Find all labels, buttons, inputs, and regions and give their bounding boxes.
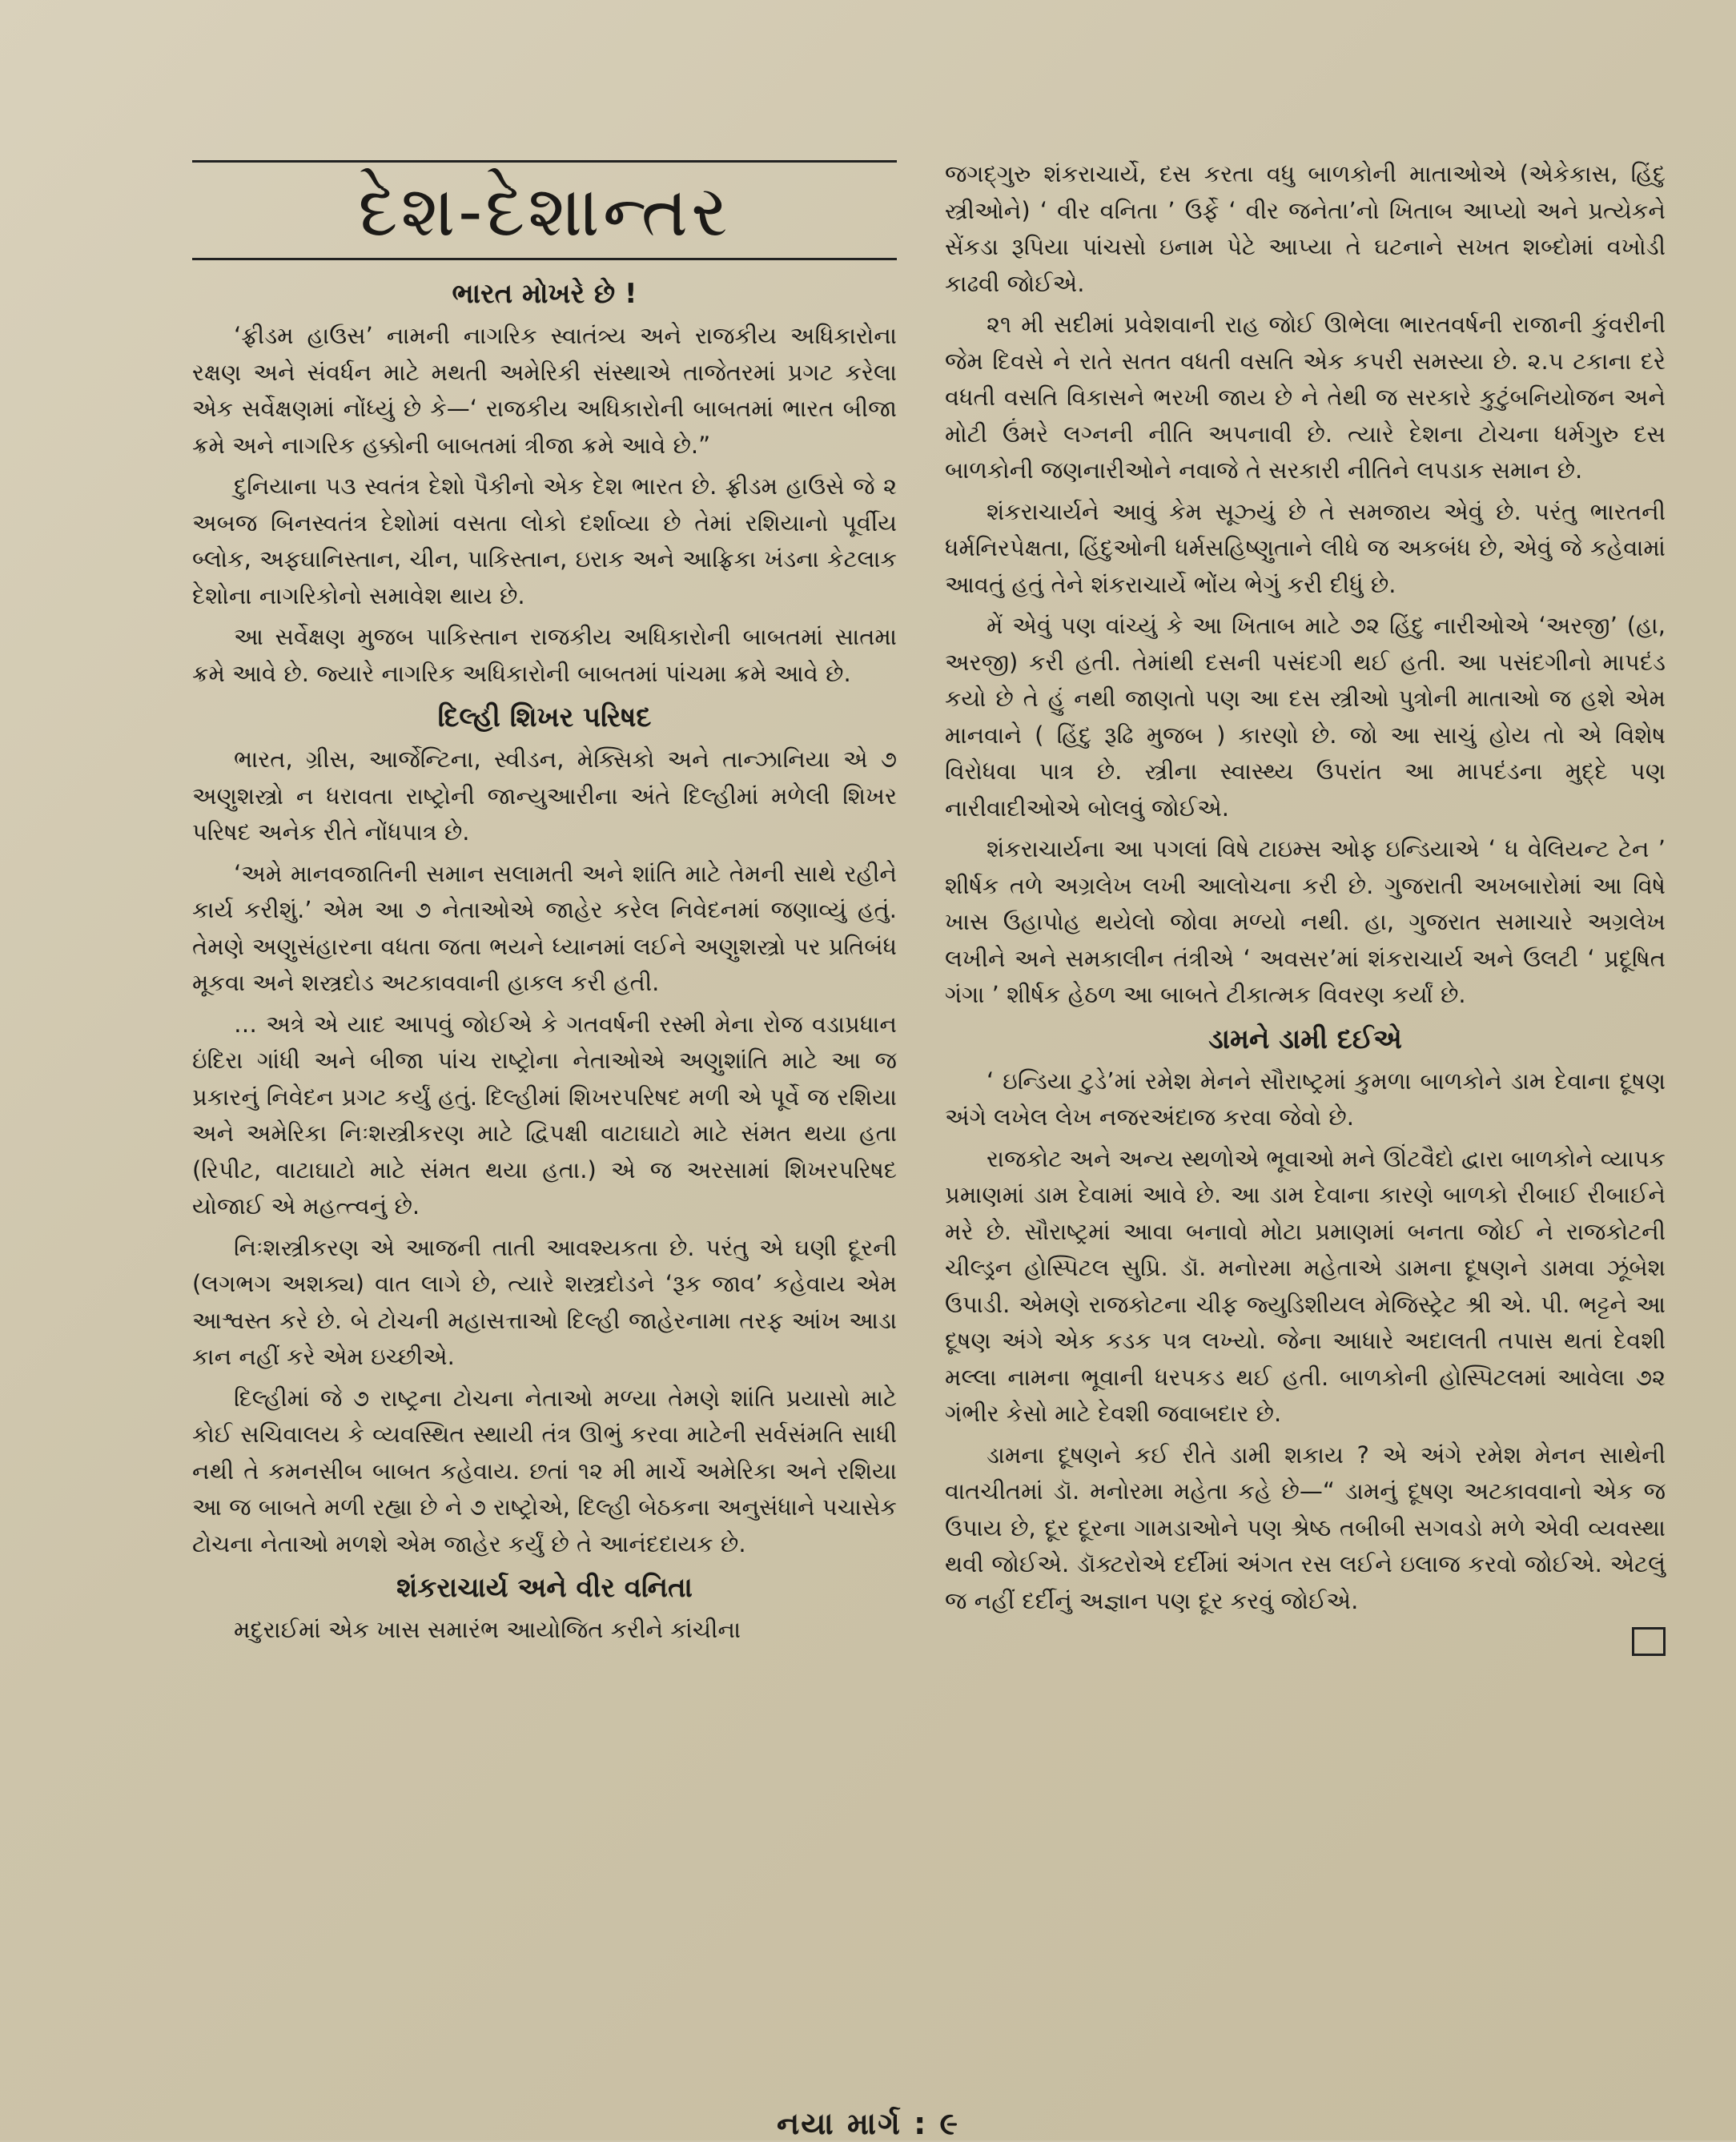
paragraph: નિઃશસ્ત્રીકરણ એ આજની તાતી આવશ્યકતા છે. પરંતુ એ ઘણી દૂરની (લગભગ અશક્ય) વાત લાગે છે, ત્યારે શસ્ત્રદોડને ‘રૂક જાવ’ કહેવાય એમ આશ્વસ્ત કરે છે. બે ટોચની મહાસત્તાઓ દિલ્હી જાહેરનામા તરફ આંખ આડા કાન નહીં કરે એમ ઇચ્છીએ. [192,1233,897,1370]
paragraph: શંકરાચાર્યના આ પગલાં વિષે ટાઇમ્સ ઓફ ઇન્ડિયાએ ‘ ધ વેલિયન્ટ ટેન ’ શીર્ષક તળે અગ્રલેખ લખી આલોચના કરી છે. ગુજરાતી અખબારોમાં આ વિષે ખાસ ઉહાપોહ થયેલો જોવા મળ્યો નથી. હા, ગુજરાત સમાચારે અગ્રલેખ લખીને અને સમકાલીન તંત્રીએ ‘ અવસર’માં શંકરાચાર્ય અને ઉલટી ‘ પ્રદૂષિત ગંગા ’ શીર્ષક હેઠળ આ બાબતે ટીકાત્મક વિવરણ કર્યાં છે. [945,835,1666,1008]
article-heading: ડામને ડામી દઈએ [1208,1023,1402,1055]
right-column [945,156,1666,1656]
paragraph: ‘ ઇન્ડિયા ટુડે’માં રમેશ મેનને સૌરાષ્ટ્રમાં કુમળા બાળકોને ડામ દેવાના દૂષણ અંગે લખેલ લેખ નજરઅંદાજ કરવા જેવો છે. [945,1067,1666,1131]
masthead-top-rule [192,160,897,163]
paragraph: ડામના દૂષણને કઈ રીતે ડામી શકાય ? એ અંગે રમેશ મેનન સાથેની વાતચીતમાં ડૉ. મનોરમા મહેતા કહે છે—“ ડામનું દૂષણ અટકાવવાનો એક જ ઉપાય છે, દૂર દૂરના ગામડાઓને પણ શ્રેષ્ઠ તબીબી સગવડો મળે એવી વ્યવસ્થા થવી જોઈએ. ડૉક્ટરોએ દર્દીમાં અંગત રસ લઈને ઇલાજ કરવો જોઈએ. એટલું જ નહીં દર્દીનું અજ્ઞાન પણ દૂર કરવું જોઈએ. [945,1441,1666,1614]
paragraph: રાજકોટ અને અન્ય સ્થળોએ ભૂવાઓ મને ઊંટવૈદો દ્વારા બાળકોને વ્યાપક પ્રમાણમાં ડામ દેવામાં આવે છે. આ ડામ દેવાના કારણે બાળકો રીબાઈ રીબાઈને મરે છે. સૌરાષ્ટ્રમાં આવા બનાવો મોટા પ્રમાણમાં બનતા જોઈ ને રાજકોટની ચીલ્ડ્રન હોસ્પિટલ સુપ્રિ. ડૉ. મનોરમા મહેતાએ ડામના દૂષણને ડામવા ઝૂંબેશ ઉપાડી. એમણે રાજકોટના ચીફ જ્યુડિશીયલ મેજિસ્ટ્રેટ શ્રી એ. પી. ભટ્ટને આ દૂષણ અંગે એક કડક પત્ર લખ્યો. જેના આધારે અદાલતી તપાસ થતાં દેવશી મલ્લા નામના ભૂવાની ધરપકડ થઈ હતી. બાળકોની હોસ્પિટલમાં આવેલા ૭૨ ગંભીર કેસો માટે દેવશી જવાબદાર છે. [945,1144,1666,1427]
paragraph: … અત્રે એ યાદ આપવું જોઈએ કે ગતવર્ષની રસ્મી મેના રોજ વડાપ્રધાન ઇંદિરા ગાંધી અને બીજા પાંચ રાષ્ટ્રોના નેતાઓએ અણુશાંતિ માટે આ જ પ્રકારનું નિવેદન પ્રગટ કર્યું હતું. દિલ્હીમાં શિખરપરિષદ મળી એ પૂર્વે જ રશિયા અને અમેરિકા નિઃશસ્ત્રીકરણ માટે દ્વિપક્ષી વાટાઘાટો માટે સંમત થયા હતા (રિપીટ, વાટાઘાટો માટે સંમત થયા હતા.) એ જ અરસામાં શિખરપરિષદ યોજાઈ એ મહત્ત્વનું છે. [192,1010,897,1220]
page-footer: નયા માર્ગ : ૯ [776,2106,959,2141]
paragraph: ‘ફ્રીડમ હાઉસ’ નામની નાગરિક સ્વાતંત્ર્ય અને રાજકીય અધિકારોના રક્ષણ અને સંવર્ધન માટે મથતી અમેરિકી સંસ્થાએ તાજેતરમાં પ્રગટ કરેલા એક સર્વેક્ષણમાં નોંધ્યું છે કે—‘ રાજકીય અધિકારોની બાબતમાં ભારત બીજા ક્રમે અને નાગરિક હક્કોની બાબતમાં ત્રીજા ક્રમે આવે છે.” [192,322,897,459]
article-heading: શંકરાચાર્ય અને વીર વનિતા [396,1572,693,1604]
paragraph: ભારત, ગ્રીસ, આર્જેન્ટિના, સ્વીડન, મેક્સિકો અને તાન્ઝાનિયા એ ૭ અણુશસ્ત્રો ન ધરાવતા રાષ્ટ્રોની જાન્યુઆરીના અંતે દિલ્હીમાં મળેલી શિખર પરિષદ અનેક રીતે નોંધપાત્ર છે. [192,745,897,846]
paragraph: જગદ્ગુરુ શંકરાચાર્યે, દસ કરતા વધુ બાળકોની માતાઓએ (એકેકાસ, હિંદુ સ્ત્રીઓને) ‘ વીર વનિતા ’ ઉર્ફે ‘ વીર જનેતા’નો ખિતાબ આપ્યો અને પ્રત્યેકને સેંકડા રૂપિયા પાંચસો ઇનામ પેટે આપ્યા તે ઘટનાને સખત શબ્દોમાં વખોડી કાઢવી જોઈએ. [945,160,1666,297]
article-heading: ભારત મોખરે છે ! [452,278,637,310]
paragraph: દિલ્હીમાં જે ૭ રાષ્ટ્રના ટોચના નેતાઓ મળ્યા તેમણે શાંતિ પ્રયાસો માટે કોઈ સચિવાલય કે વ્યવસ્થિત સ્થાયી તંત્ર ઊભું કરવા માટેની સર્વસંમતિ સાધી નથી તે કમનસીબ બાબત કહેવાય. છતાં ૧૨ મી માર્ચે અમેરિકા અને રશિયા આ જ બાબતે મળી રહ્યા છે ને ૭ રાષ્ટ્રોએ, દિલ્હી બેઠકના અનુસંધાને પચાસેક ટોચના નેતાઓ મળશે એમ જાહેર કર્યું છે તે આનંદદાયક છે. [192,1384,897,1557]
masthead-bottom-rule [192,258,897,260]
paragraph: શંકરાચાર્યને આવું કેમ સૂઝ્યું છે તે સમજાય એવું છે. પરંતુ ભારતની ધર્મનિરપેક્ષતા, હિંદુઓની ધર્મસહિષ્ણુતાને લીધે જ અકબંધ છે, એવું જે કહેવામાં આવતું હતું તેને શંકરાચાર્યે ભોંય ભેગું કરી દીધું છે. [945,497,1666,598]
paragraph: મદુરાઈમાં એક ખાસ સમારંભ આયોજિત કરીને કાંચીના [234,1616,741,1643]
article-heading: દિલ્હી શિખર પરિષદ [437,701,652,733]
left-column [192,268,897,1654]
section-masthead: દેશ-દેશાન્તર [358,170,731,252]
paragraph: આ સર્વેક્ષણ મુજબ પાકિસ્તાન રાજકીય અધિકારોની બાબતમાં સાતમા ક્રમે આવે છે. જ્યારે નાગરિક અધિકારોની બાબતમાં પાંચમા ક્રમે આવે છે. [192,623,897,687]
paragraph: ૨૧ મી સદીમાં પ્રવેશવાની રાહ જોઈ ઊભેલા ભારતવર્ષની રાજાની કુંવરીની જેમ દિવસે ને રાતે સતત વધતી વસતિ એક કપરી સમસ્યા છે. ૨.૫ ટકાના દરે વધતી વસતિ વિકાસને ભરખી જાય છે ને તેથી જ સરકારે કુટુંબનિયોજન અને મોટી ઉંમરે લગ્નની નીતિ અપનાવી છે. ત્યારે દેશના ટોચના ધર્મગુરુ દસ બાળકોની જણનારીઓને નવાજે તે સરકારી નીતિને લપડાક સમાન છે. [945,311,1666,484]
end-of-article-mark [1632,1627,1666,1656]
paragraph: મેં એવું પણ વાંચ્યું કે આ ખિતાબ માટે ૭૨ હિંદુ નારીઓએ ‘અરજી’ (હા, અરજી) કરી હતી. તેમાંથી દસની પસંદગી થઈ હતી. આ પસંદગીનો માપદંડ કયો છે તે હું નથી જાણતો પણ આ દસ સ્ત્રીઓ પુત્રોની માતાઓ જ હશે એમ માનવાને ( હિંદુ રૂઢિ મુજબ ) કારણો છે. જો આ સાચું હોય તો એ વિશેષ વિરોધવા પાત્ર છે. સ્ત્રીના સ્વાસ્થ્ય ઉપરાંત આ માપદંડના મુદ્દે પણ નારીવાદીઓએ બોલવું જોઈએ. [945,612,1666,822]
paragraph: ‘અમે માનવજાતિની સમાન સલામતી અને શાંતિ માટે તેમની સાથે રહીને કાર્ય કરીશું.’ એમ આ ૭ નેતાઓએ જાહેર કરેલ નિવેદનમાં જણાવ્યું હતું. તેમણે અણુસંહારના વધતા જતા ભયને ધ્યાનમાં લઈને અણુશસ્ત્રો પર પ્રતિબંધ મૂકવા અને શસ્ત્રદોડ અટકાવવાની હાકલ કરી હતી. [192,859,897,996]
paragraph: દુનિયાના ૫૩ સ્વતંત્ર દેશો પૈકીનો એક દેશ ભારત છે. ફ્રીડમ હાઉસે જે ૨ અબજ બિનસ્વતંત્ર દેશોમાં વસતા લોકો દર્શાવ્યા છે તેમાં રશિયાનો પૂર્વીય બ્લોક, અફઘાનિસ્તાન, ચીન, પાકિસ્તાન, ઇરાક અને આફ્રિકા ખંડના કેટલાક દેશોના નાગરિકોનો સમાવેશ થાય છે. [192,472,897,609]
